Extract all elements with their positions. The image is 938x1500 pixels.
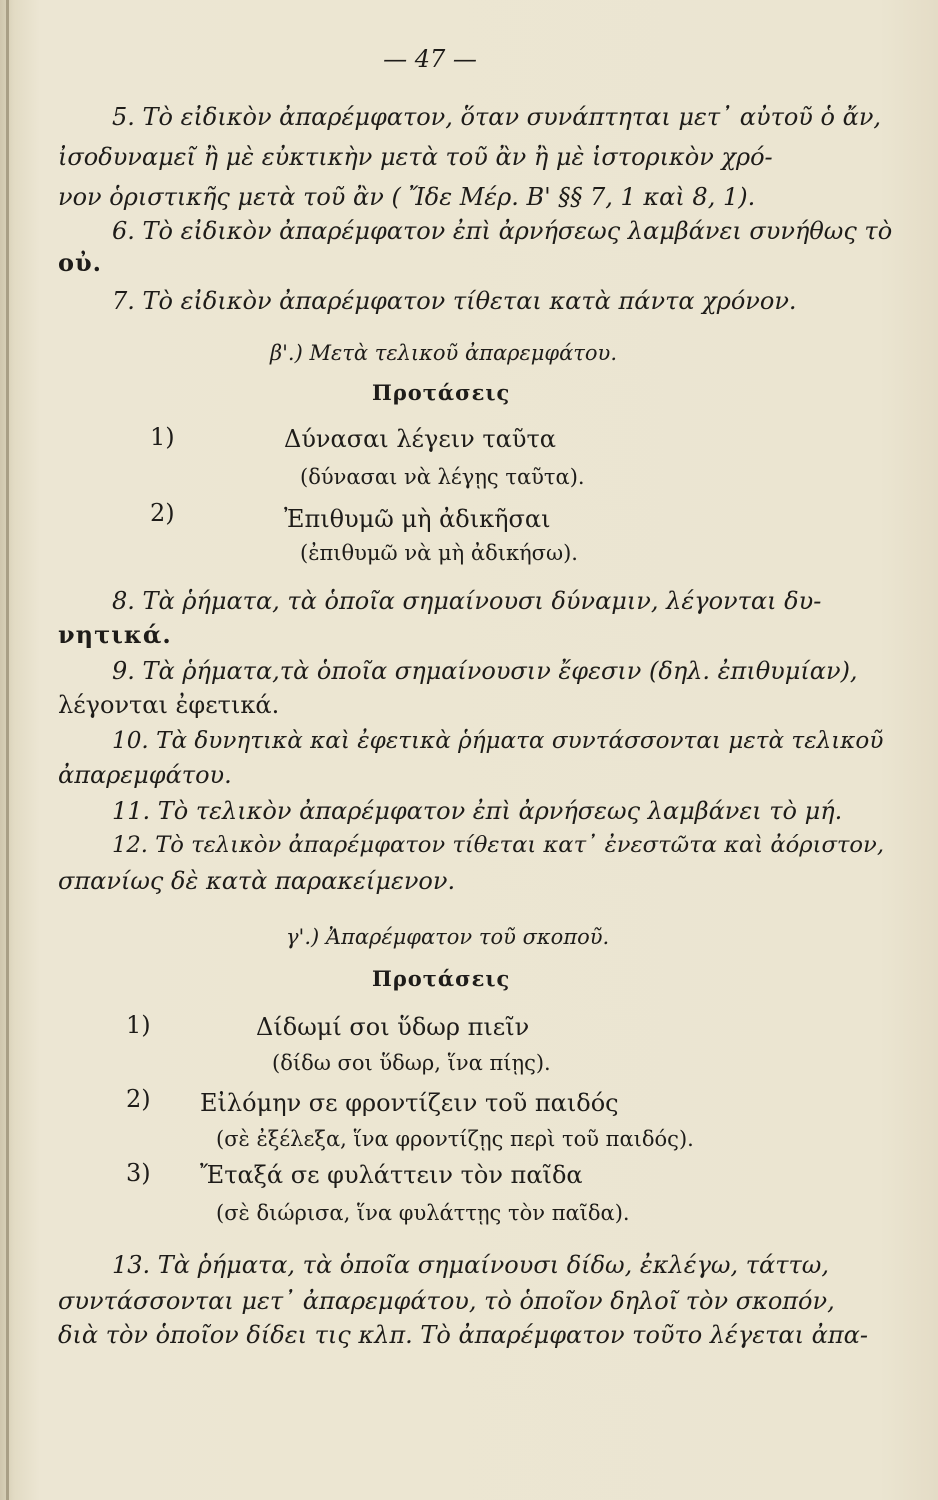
examples-heading-2: Προτάσεις — [372, 966, 511, 991]
example-1-text: Δύνασαι λέγειν ταῦτα — [284, 425, 556, 453]
paragraph-12-line-1: 12. Τὸ τελικὸν ἀπαρέμφατον τίθεται κατ᾽ ἐνεστῶτα καὶ ἀόριστον, — [112, 832, 885, 858]
page-spine-edge — [6, 0, 9, 1500]
section-gamma-heading: γ'.) Ἀπαρέμφατον τοῦ σκοποῦ. — [286, 925, 610, 949]
examples-heading-1: Προτάσεις — [372, 380, 511, 405]
paragraph-8-line-2: νητικά. — [58, 620, 172, 649]
paragraph-10-line-1: 10. Τὰ δυνητικὰ καὶ ἐφετικὰ ῥήματα συντάσσονται μετὰ τελικοῦ — [112, 728, 884, 754]
paragraph-6-line-2: οὐ. — [58, 248, 103, 277]
example-2-number: 2) — [150, 499, 175, 527]
example-4-number: 2) — [126, 1085, 151, 1113]
paragraph-12-line-2: σπανίως δὲ κατὰ παρακείμενον. — [58, 867, 456, 895]
page-number: — 47 — — [383, 45, 477, 73]
example-5-text: Ἔταξά σε φυλάττειν τὸν παῖδα — [200, 1161, 583, 1189]
paragraph-5-line-3: νον ὁριστικῆς μετὰ τοῦ ἂν ( Ἴδε Μέρ. Β' §§ 7, 1 καὶ 8, 1). — [58, 183, 756, 211]
example-3-translation: (δίδω σοι ὕδωρ, ἵνα πίῃς). — [272, 1051, 551, 1075]
paragraph-11: 11. Τὸ τελικὸν ἀπαρέμφατον ἐπὶ ἀρνήσεως λαμβάνει τὸ μή. — [112, 797, 843, 825]
paragraph-5-line-1: 5. Τὸ εἰδικὸν ἀπαρέμφατον, ὅταν συνάπτηται μετ᾽ αὐτοῦ ὁ ἄν, — [112, 103, 882, 131]
paragraph-5-line-2: ἰσοδυναμεῖ ἢ μὲ εὐκτικὴν μετὰ τοῦ ἂν ἢ μὲ ἱστορικὸν χρό- — [58, 143, 773, 171]
example-2-text: Ἐπιθυμῶ μὴ ἀδικῆσαι — [284, 505, 551, 533]
example-2-translation: (ἐπιθυμῶ νὰ μὴ ἀδικήσω). — [300, 541, 578, 565]
example-5-number: 3) — [126, 1159, 151, 1187]
example-3-text: Δίδωμί σοι ὕδωρ πιεῖν — [256, 1013, 530, 1041]
paragraph-13-line-2: συντάσσονται μετ᾽ ἀπαρεμφάτου, τὸ ὁποῖον δηλοῖ τὸν σκοπόν, — [58, 1287, 835, 1315]
paragraph-10-line-2: ἀπαρεμφάτου. — [58, 761, 232, 789]
example-1-translation: (δύνασαι νὰ λέγῃς ταῦτα). — [300, 465, 585, 489]
example-4-text: Εἰλόμην σε φροντίζειν τοῦ παιδός — [200, 1089, 619, 1117]
paragraph-6-line-1: 6. Τὸ εἰδικὸν ἀπαρέμφατον ἐπὶ ἀρνήσεως λαμβάνει συνήθως τὸ — [112, 217, 893, 245]
example-4-translation: (σὲ ἐξέλεξα, ἵνα φροντίζῃς περὶ τοῦ παιδός). — [216, 1127, 694, 1151]
paragraph-7: 7. Τὸ εἰδικὸν ἀπαρέμφατον τίθεται κατὰ πάντα χρόνον. — [112, 287, 797, 315]
section-beta-heading: β'.) Μετὰ τελικοῦ ἀπαρεμφάτου. — [270, 341, 618, 365]
paragraph-13-line-3: διὰ τὸν ὁποῖον δίδει τις κλπ. Τὸ ἀπαρέμφατον τοῦτο λέγεται ἀπα- — [58, 1321, 868, 1349]
example-3-number: 1) — [126, 1011, 151, 1039]
paragraph-13-line-1: 13. Τὰ ῥήματα, τὰ ὁποῖα σημαίνουσι δίδω, ἐκλέγω, τάττω, — [112, 1251, 829, 1279]
paragraph-9-line-1: 9. Τὰ ῥήματα,τὰ ὁποῖα σημαίνουσιν ἔφεσιν (δηλ. ἐπιθυμίαν), — [112, 657, 858, 685]
example-1-number: 1) — [150, 423, 175, 451]
paragraph-8-line-1: 8. Τὰ ῥήματα, τὰ ὁποῖα σημαίνουσι δύναμιν, λέγονται δυ- — [112, 587, 822, 615]
example-5-translation: (σὲ διώρισα, ἵνα φυλάττῃς τὸν παῖδα). — [216, 1201, 630, 1225]
paragraph-9-line-2: λέγονται ἐφετικά. — [58, 691, 280, 719]
